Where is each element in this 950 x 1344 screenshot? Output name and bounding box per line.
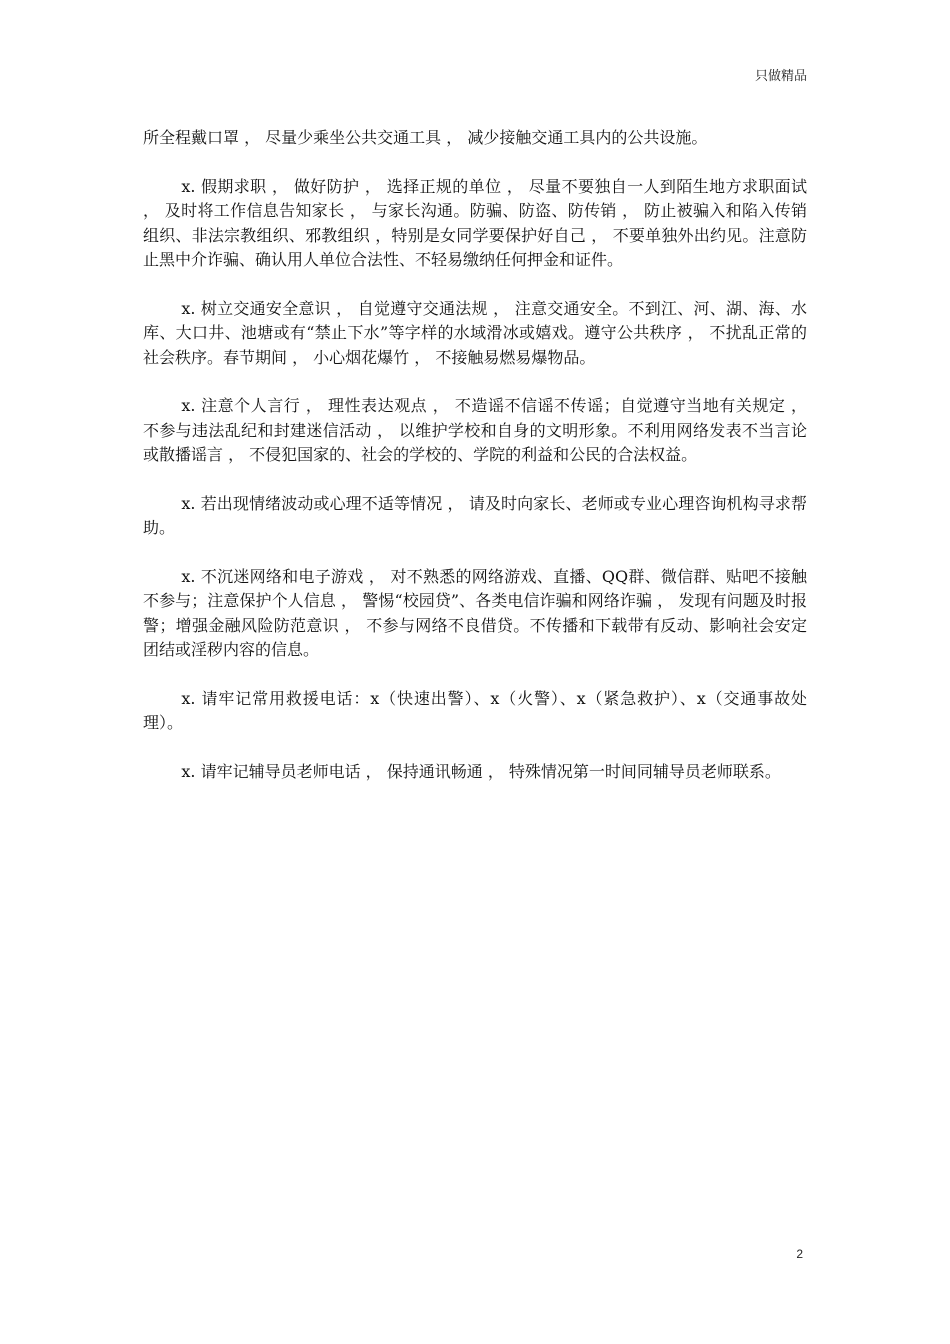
paragraph-personal-conduct: x. 注意个人言行 ， 理性表达观点 ， 不造谣不信谣不传谣；自觉遵守当地有关规定 ， 不参与违法乱纪和封建迷信活动 ， 以维护学校和自身的文明形象。不利用网络发表不当言论或散播谣言 ， 不侵犯国家的、社会的学校的、学院的利益和公民的合法权益。 — [143, 396, 807, 464]
document-body — [143, 126, 807, 808]
paragraph-emergency-numbers: x. 请牢记常用救援电话：x（快速出警）、x（火警）、x（紧急救护）、x（交通事故处理）。 — [143, 688, 807, 732]
paragraph-counselor-contact: x. 请牢记辅导员老师电话 ， 保持通讯畅通 ， 特殊情况第一时间同辅导员老师联系。 — [181, 761, 781, 781]
page-number: 2 — [796, 1247, 803, 1261]
paragraph-continuation: 所全程戴口罩 ， 尽量少乘坐公共交通工具 ， 减少接触交通工具内的公共设施。 — [143, 128, 708, 147]
header-label: 只做精品 — [754, 69, 807, 84]
paragraph-online-safety: x. 不沉迷网络和电子游戏 ， 对不熟悉的网络游戏、直播、QQ群、微信群、贴吧不接触不参与；注意保护个人信息 ， 警惕“校园贷”、各类电信诈骗和网络诈骗 ， 发现有问题及时报警；增强金融风险防范意识 ， 不参与网络不良借贷。不传播和下载带有反动、影响社会安定团结或淫秽内容的信息。 — [143, 566, 807, 659]
paragraph-mental-health: x. 若出现情绪波动或心理不适等情况 ， 请及时向家长、老师或专业心理咨询机构寻求帮助。 — [143, 493, 807, 537]
paragraph-traffic-safety: x. 树立交通安全意识 ， 自觉遵守交通法规 ， 注意交通安全。不到江、河、湖、海、水库、大口井、池塘或有“禁止下水”等字样的水域滑冰或嬉戏。遵守公共秩序 ， 不扰乱正常的社会秩序。春节期间 ， 小心烟花爆竹 ， 不接触易燃易爆物品。 — [143, 298, 807, 367]
paragraph-job-seeking: x. 假期求职 ， 做好防护 ， 选择正规的单位 ， 尽量不要独自一人到陌生地方求职面试 ， 及时将工作信息告知家长 ， 与家长沟通。防骗、防盗、防传销 ， 防止被骗入和陷入传销组织、非法宗教组织、邪教组织 ，特别是女同学要保护好自己 ， 不要单独外出约见。注意防止黑中介诈骗、确认用人单位合法性、不轻易缴纳任何押金和证件。 — [143, 176, 807, 269]
